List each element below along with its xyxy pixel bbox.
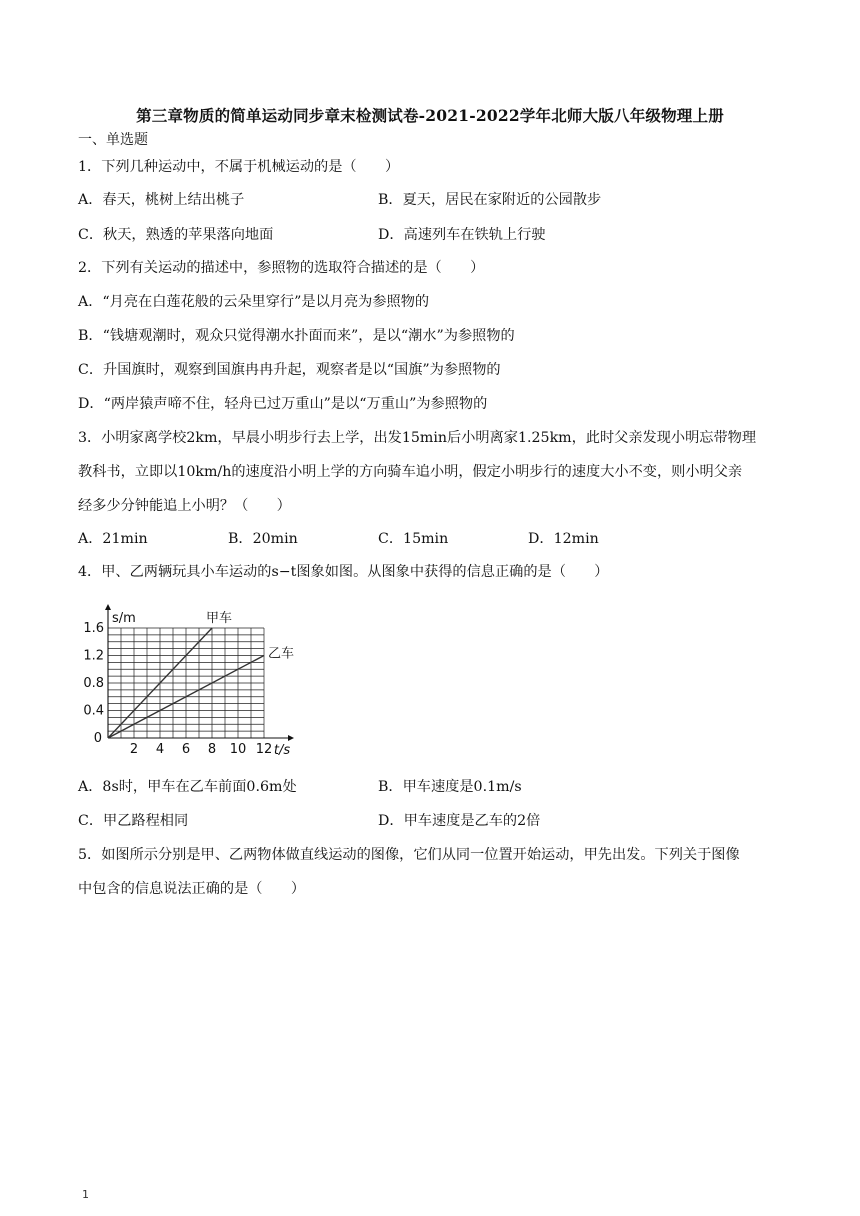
question-3-option-c: C．15min: [378, 531, 449, 547]
x-tick-label: 10: [229, 742, 247, 757]
question-2-option-c: C．升国旗时，观察到国旗冉冉升起，观察者是以“国旗”为参照物的: [78, 362, 501, 378]
y-tick-label: 1.6: [83, 621, 104, 636]
question-3-stem-line-2: 教科书，立即以10km/h的速度沿小明上学的方向骑车追小明，假定小明步行的速度大小不变，则小明父亲: [78, 464, 743, 480]
question-1-option-d: D．高速列车在铁轨上行驶: [378, 227, 546, 243]
question-1-option-c: C．秋天，熟透的苹果落向地面: [78, 227, 274, 243]
question-2-option-a: A．“月亮在白莲花般的云朵里穿行”是以月亮为参照物的: [78, 294, 430, 310]
question-1-option-b: B．夏天，居民在家附近的公园散步: [378, 192, 602, 208]
question-5-stem-line-2: 中包含的信息说法正确的是（ ）: [78, 881, 306, 897]
chart-grid: [108, 628, 264, 738]
x-tick-label: 8: [207, 742, 217, 757]
y-tick-label: 0.8: [83, 676, 104, 691]
y-tick-label: 0.4: [83, 703, 104, 719]
question-1-stem: 1．下列几种运动中，不属于机械运动的是（ ）: [78, 159, 400, 175]
question-3-stem-line-1: 3．小明家离学校2km，早晨小明步行去上学，出发15min后小明离家1.25km，此时父亲发现小明忘带物理: [78, 430, 757, 446]
question-4-stem: 4．甲、乙两辆玩具小车运动的s−t图象如图。从图象中获得的信息正确的是（ ）: [78, 564, 609, 580]
page-number: 1: [82, 1188, 89, 1201]
x-tick-label: 2: [129, 742, 139, 757]
chart-labels: [83, 611, 294, 758]
question-1-option-a: A．春天，桃树上结出桃子: [78, 192, 245, 208]
question-3-option-b: B．20min: [228, 531, 298, 547]
x-tick-label: 12: [255, 742, 273, 757]
y-axis-label: s/m: [112, 611, 136, 626]
question-2-option-d: D．“两岸猿声啼不住，轻舟已过万重山”是以“万重山”为参照物的: [78, 396, 488, 412]
question-2-stem: 2．下列有关运动的描述中，参照物的选取符合描述的是（ ）: [78, 260, 485, 276]
x-axis-label: t/s: [273, 743, 291, 758]
question-4-option-a: A．8s时，甲车在乙车前面0.6m处: [78, 779, 297, 795]
question-3-option-a: A．21min: [78, 531, 148, 547]
y-tick-label: 1.2: [83, 648, 104, 664]
x-axis-arrow: [288, 735, 294, 741]
question-4-option-b: B．甲车速度是0.1m/s: [378, 779, 522, 795]
question-4-option-c: C．甲乙路程相同: [78, 813, 189, 829]
section-heading: 一、单选题: [78, 132, 148, 148]
x-tick-label: 4: [155, 742, 165, 757]
document-title: 第三章物质的简单运动同步章末检测试卷-2021-2022学年北师大版八年级物理上册: [136, 106, 724, 125]
y-axis-arrow: [105, 604, 111, 610]
question-3-option-d: D．12min: [528, 531, 599, 547]
x-tick-label: 6: [181, 742, 191, 757]
st-graph: [74, 600, 314, 758]
question-4-option-d: D．甲车速度是乙车的2倍: [378, 813, 541, 829]
origin-label: 0: [93, 731, 102, 746]
question-5-stem-line-1: 5．如图所示分别是甲、乙两物体做直线运动的图像，它们从同一位置开始运动，甲先出发。下列关于图像: [78, 847, 740, 863]
question-3-stem-line-3: 经多少分钟能追上小明？（ ）: [78, 498, 291, 514]
question-2-option-b: B．“钱塘观潮时，观众只觉得潮水扑面而来”，是以“潮水”为参照物的: [78, 328, 515, 344]
series-label-jia: 甲车: [206, 611, 233, 626]
series-label-yi: 乙车: [268, 646, 295, 662]
